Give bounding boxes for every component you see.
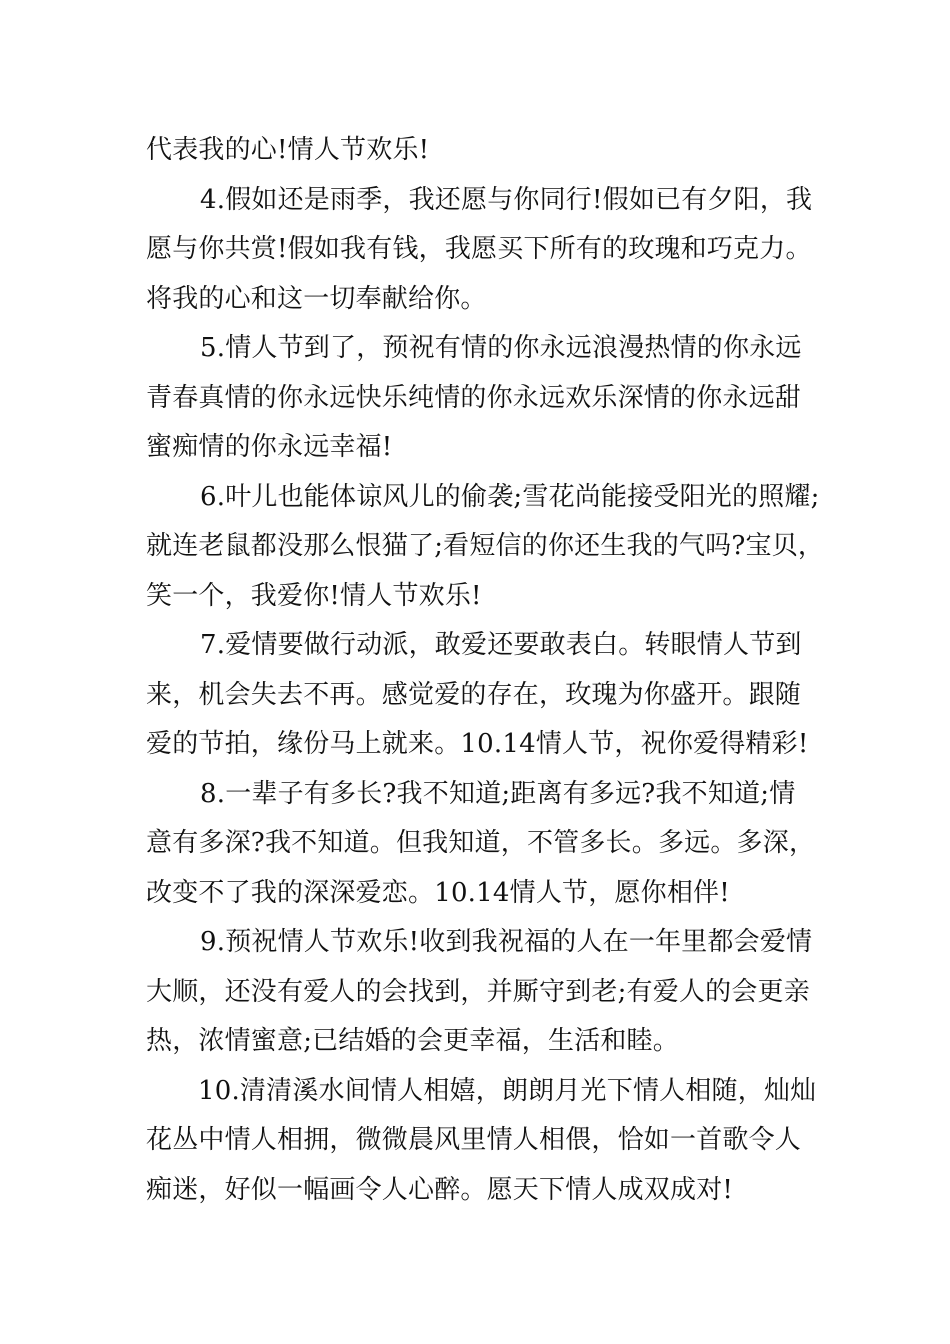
paragraph-line: 8.一辈子有多长?我不知道;距离有多远?我不知道;情: [200, 778, 796, 809]
paragraph-line: 大顺，还没有爱人的会找到，并厮守到老;有爱人的会更亲: [146, 976, 810, 1007]
paragraph-line: 痴迷，好似一幅画令人心醉。愿天下情人成双成对!: [146, 1174, 734, 1205]
paragraph-line: 4.假如还是雨季，我还愿与你同行!假如已有夕阳，我: [200, 184, 813, 215]
paragraph-line: 笑一个，我爱你!情人节欢乐!: [146, 580, 482, 611]
paragraph-line: 将我的心和这一切奉献给你。: [146, 283, 487, 314]
paragraph-line: 蜜痴情的你永远幸福!: [146, 432, 393, 462]
paragraph-line: 5.情人节到了，预祝有情的你永远浪漫热情的你永远: [200, 333, 802, 363]
wish-paragraph-7: [146, 621, 816, 770]
paragraph-line: 愿与你共赏!假如我有钱，我愿买下所有的玫瑰和巧克力。: [146, 234, 812, 264]
paragraph-line: 9.预祝情人节欢乐!收到我祝福的人在一年里都会爱情: [200, 927, 813, 957]
paragraph-line: 6.叶儿也能体谅风儿的偷袭;雪花尚能接受阳光的照耀;: [200, 481, 820, 512]
wish-paragraph-10: [146, 1067, 816, 1216]
wish-paragraph-5: [146, 324, 816, 473]
wish-paragraph-9: [146, 918, 816, 1067]
document-body: [146, 126, 825, 1215]
wish-paragraph-8: [146, 770, 816, 919]
paragraph-continuation: [146, 126, 816, 176]
paragraph-line: 意有多深?我不知道。但我知道，不管多长。多远。多深，: [146, 828, 816, 858]
paragraph-line: 花丛中情人相拥，微微晨风里情人相偎，恰如一首歌令人: [146, 1125, 802, 1155]
paragraph-line: 代表我的心!情人节欢乐!: [146, 135, 430, 165]
wish-paragraph-6: [146, 473, 825, 622]
paragraph-line: 改变不了我的深深爱恋。10.14情人节，愿你相伴!: [146, 877, 730, 908]
paragraph-line: 来，机会失去不再。感觉爱的存在，玫瑰为你盛开。跟随: [146, 679, 802, 710]
wish-paragraph-4: [146, 176, 816, 325]
paragraph-line: 热，浓情蜜意;已结婚的会更幸福，生活和睦。: [146, 1026, 679, 1056]
paragraph-line: 爱的节拍，缘份马上就来。10.14情人节，祝你爱得精彩!: [146, 729, 809, 759]
paragraph-line: 就连老鼠都没那么恨猫了;看短信的你还生我的气吗?宝贝，: [146, 531, 825, 561]
paragraph-line: 10.清清溪水间情人相嬉，朗朗月光下情人相随，灿灿: [198, 1075, 817, 1106]
paragraph-line: 青春真情的你永远快乐纯情的你永远欢乐深情的你永远甜: [146, 382, 802, 413]
paragraph-line: 7.爱情要做行动派，敢爱还要敢表白。转眼情人节到: [200, 630, 802, 660]
